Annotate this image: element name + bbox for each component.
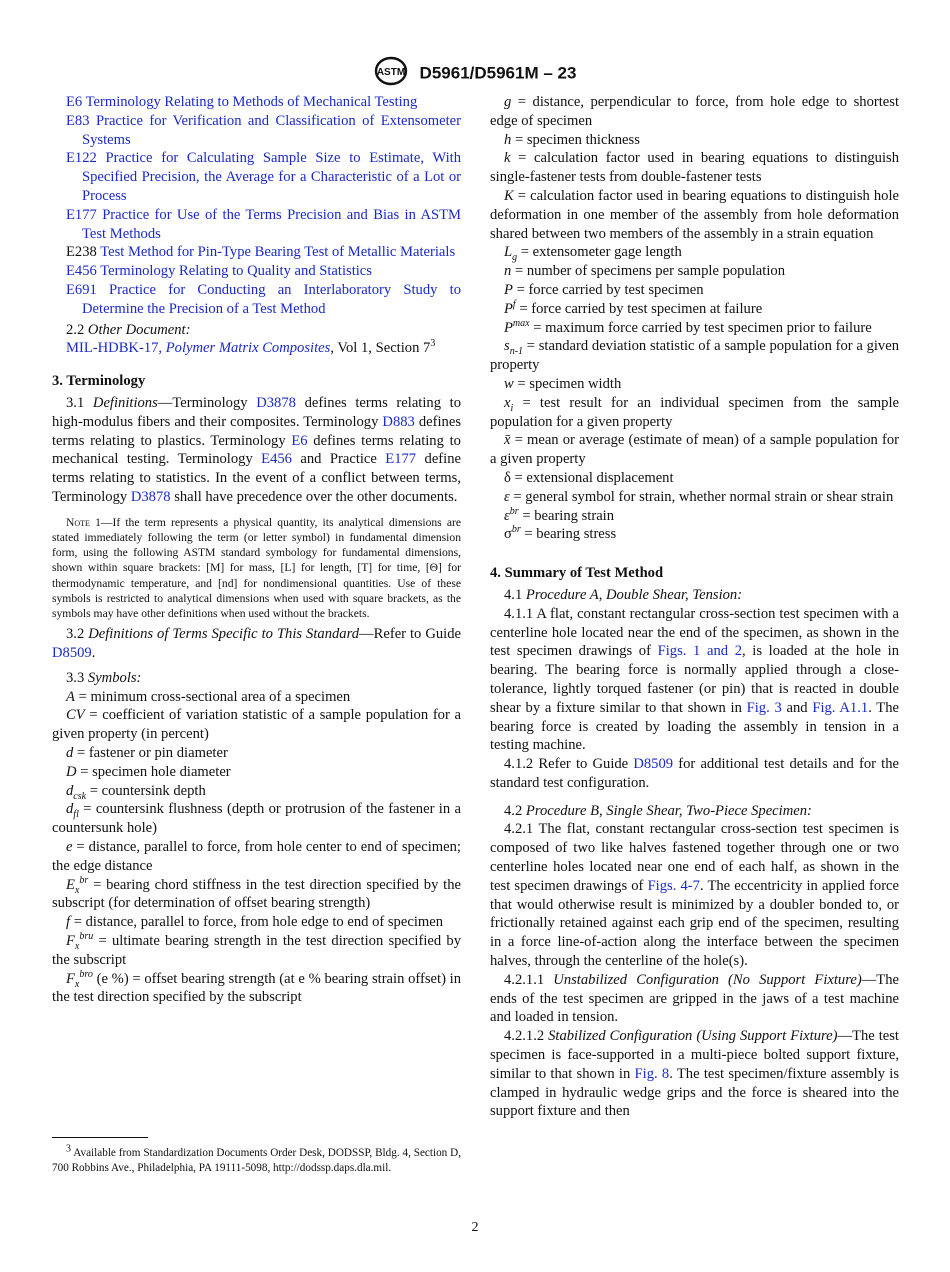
reference-title[interactable]: Terminology Relating to Methods of Mechanical Testing [85, 94, 418, 110]
symbol-definition: CV = coefficient of variation statistic of a sample population for a given property (in percent) [52, 707, 461, 743]
symbol-definition: $d_{fl}$ = countersink flushness (depth or protrusion of the fastener in a countersunk hole) [52, 801, 461, 837]
right-column [490, 93, 899, 1121]
reference-e177[interactable] [52, 206, 461, 244]
svg-text:ASTM: ASTM [376, 67, 405, 78]
figs-1-2-link[interactable]: Figs. 1 and 2 [657, 643, 743, 660]
symbol-definition: h = specimen thickness [504, 131, 640, 148]
e177-link[interactable]: E177 [385, 451, 417, 468]
symbol-definition: f = distance, parallel to force, from hole edge to end of specimen [66, 914, 443, 931]
reference-title[interactable]: Practice for Conducting an Interlaboratory Study to Determine the Precision of a Test Method [82, 281, 461, 317]
symbol-definition: $P^{max}$ = maximum force carried by test specimen prior to failure [504, 317, 872, 336]
symbol-definition: k = calculation factor used in bearing equations to distinguish single-fastener tests from double-fastener tests [490, 150, 899, 186]
reference-title[interactable]: Terminology Relating to Quality and Statistics [100, 263, 372, 280]
page-header [0, 56, 950, 91]
symbol-definition: δ = extensional displacement [504, 469, 674, 486]
section-4-heading: 4. Summary of Test Method [490, 565, 664, 582]
symbol-definition: $\sigma^{br}$ = bearing stress [504, 524, 617, 543]
fig-a1-1-link[interactable]: Fig. A1.1 [812, 699, 869, 716]
reference-code[interactable]: E177 [66, 206, 97, 223]
symbol-definition: $F_x^{bru}$ = ultimate bearing strength in the test direction specified by the subscript [52, 931, 461, 968]
reference-e456[interactable] [52, 262, 461, 281]
other-document-heading: 2.2 Other Document: [66, 321, 191, 338]
symbol-definition: $s_{n-1}$ = standard deviation statistic of a sample population for a given property [490, 338, 899, 374]
d8509-link-2[interactable]: D8509 [633, 756, 674, 773]
symbol-definition: $d_{csk}$ = countersink depth [66, 782, 206, 802]
symbol-definition: e = distance, parallel to force, from hole center to end of specimen; the edge distance [52, 838, 461, 874]
symbol-definition: $L_g$ = extensometer gage length [504, 244, 682, 264]
fig-3-link[interactable]: Fig. 3 [746, 699, 782, 716]
footnote-3: $^3$ Available from Standardization Documents Order Desk, DODSSP, Bldg. 4, Section D, 700 Robbins Ave., Philadelphia, PA 19111-5098, http://dodssp.daps.dla.mil. [52, 1143, 461, 1174]
symbol-definition: P = force carried by test specimen [504, 281, 704, 298]
note-1: Note 1—If the term represents a physical quantity, its analytical dimensions are stated immediately following the term (or letter symbol) in fundamental dimension form, using the following ASTM standard symbology for fundamental dimensions, shown within square brackets: [M] for mass, [L] for length, [T] for time, [Θ] for thermodynamic temperature, and [nd] for nondimensional quantities. Use of these symbols is restricted to analytical dimensions when used with square brackets, as the symbols may have other definitions when used without the brackets. [52, 515, 461, 620]
mil-hdbk-link[interactable]: MIL-HDBK-17, [66, 340, 163, 357]
reference-code[interactable]: E122 [66, 150, 97, 167]
symbol-definition: $F_x^{bro}$ (e %) = offset bearing strength (at e % bearing strain offset) in the test direction specified by the subscript [52, 968, 461, 1006]
reference-e122[interactable] [52, 149, 461, 205]
para-4-2-1: 4.2.1 The flat, constant rectangular cross-section test specimen is composed of two like halves fastened together through one or two centerline holes located near one end of each half, as shown in the test specimen drawings of Figs. 4-7. The eccentricity in applied force that would otherwise result is minimized by a doubler bonded to, or frictionally retained against each grip end of the specimen, resulting in a force line-of-action along the interface between the specimen halves, through the centerline of the hole(s). [490, 821, 900, 970]
para-3-1: 3.1 Definitions—Terminology D3878 defines terms relating to high-modulus fibers and their composites. Terminology D883 defines terms relating to plastics. Terminology E6 defines terms relating to mechanical testing. Terminology E456 and Practice E177 define terms relating to statistics. In the event of a conflict between terms, Terminology D3878 shall have precedence over the other documents. [52, 394, 461, 505]
para-3-2: 3.2 Definitions of Terms Specific to This Standard—Refer to Guide D8509. [52, 626, 461, 661]
para-4-1-1: 4.1.1 A flat, constant rectangular cross-section test specimen with a centerline hole located near the end of the specimen, as shown in the test specimen drawings of Figs. 1 and 2, is loaded at the hole in bearing. The bearing force is normally applied through a close-tolerance, lightly torqued fastener (or pin) that is reacted in double shear by a fixture similar to that shown in Fig. 3 and Fig. A1.1. The bearing force is created by loading the assembly in tension in a testing machine. [490, 605, 900, 754]
symbol-definition: $P^f$ = force carried by test specimen at failure [504, 298, 763, 317]
fig-8-link[interactable]: Fig. 8 [634, 1065, 670, 1082]
para-3-3: 3.3 Symbols: [66, 669, 142, 686]
reference-title[interactable]: Practice for Verification and Classification of Extensometer Systems [82, 112, 461, 148]
symbol-definition: K = calculation factor used in bearing equations to distinguish hole deformation in one member of the assembly from hole deformation shared between two members of the assembly in a strain equation [490, 187, 899, 242]
d3878-link[interactable]: D3878 [256, 394, 296, 411]
para-4-1-2: 4.1.2 Refer to Guide D8509 for additional test details and for the standard test configuration. [490, 756, 899, 791]
reference-list [52, 93, 461, 319]
reference-e83[interactable] [52, 112, 461, 150]
page-number: 2 [471, 1220, 479, 1235]
reference-code[interactable]: E6 [66, 94, 83, 110]
symbol-definition: ε = general symbol for strain, whether normal strain or shear strain [504, 488, 894, 505]
reference-code[interactable]: E456 [66, 263, 97, 280]
symbol-definition: d = fastener or pin diameter [66, 744, 228, 761]
reference-code[interactable]: E691 [66, 281, 97, 298]
para-4-1: 4.1 Procedure A, Double Shear, Tension: [504, 586, 743, 603]
e6-link[interactable]: E6 [291, 432, 308, 449]
d8509-link[interactable]: D8509 [52, 644, 92, 661]
reference-title[interactable]: Test Method for Pin-Type Bearing Test of Metallic Materials [100, 244, 456, 261]
d3878-link-2[interactable]: D3878 [130, 488, 171, 505]
para-4-2-1-2: 4.2.1.2 Stabilized Configuration (Using Support Fixture)—The test specimen is face-supported in a multi-piece bolted support fixture, similar to that shown in Fig. 8. The test specimen/fixture assembly is clamped in hydraulic wedge grips and the force is sheared into the support fixture and then [490, 1028, 899, 1120]
reference-e691[interactable] [52, 281, 461, 319]
symbol-definition: A = minimum cross-sectional area of a specimen [66, 688, 351, 705]
para-4-2-1-1: 4.2.1.1 Unstabilized Configuration (No Support Fixture)—The ends of the test specimen are gripped in the jaws of a test machine and loaded in tension. [490, 971, 899, 1026]
reference-e6[interactable] [52, 93, 461, 112]
symbol-definition: $E_x^{br}$ = bearing chord stiffness in the test direction specified by the subscript (for determination of offset bearing strength) [52, 874, 461, 912]
para-4-2: 4.2 Procedure B, Single Shear, Two-Piece Specimen: [504, 802, 812, 819]
symbol-definition: $x_i$ = test result for an individual specimen from the sample population for a given property [490, 394, 899, 430]
reference-title[interactable]: Practice for Calculating Sample Size to Estimate, With Specified Precision, the Average for a Characteristic of a Lot or Process [82, 150, 461, 204]
footnote-rule [52, 1137, 148, 1138]
designation: D5961/D5961M – 23 [419, 63, 577, 83]
symbol-definition: D = specimen hole diameter [66, 763, 231, 780]
reference-title[interactable]: Practice for Use of the Terms Precision and Bias in ASTM Test Methods [82, 206, 461, 242]
left-column [52, 93, 461, 1007]
reference-code: E238 [66, 244, 97, 261]
symbol-definition: g = distance, perpendicular to force, from hole edge to shortest edge of specimen [490, 94, 899, 129]
symbol-list-right [490, 93, 899, 544]
reference-code[interactable]: E83 [66, 112, 90, 129]
symbol-definition: n = number of specimens per sample population [504, 263, 785, 280]
symbol-definition: $\varepsilon^{br}$ = bearing strain [504, 505, 615, 524]
d883-link[interactable]: D883 [382, 413, 415, 430]
symbol-list-left [52, 688, 461, 1008]
figs-4-7-link[interactable]: Figs. 4-7 [647, 877, 700, 894]
reference-e238[interactable] [52, 243, 461, 262]
e456-link[interactable]: E456 [261, 451, 292, 468]
section-3-heading: 3. Terminology [52, 373, 146, 390]
astm-logo-icon [374, 56, 408, 91]
symbol-definition: w = specimen width [504, 375, 622, 392]
symbol-definition: x̄ = mean or average (estimate of mean) of a sample population for a given property [490, 432, 899, 468]
mil-hdbk-reference[interactable]: MIL-HDBK-17, Polymer Matrix Composites, Vol 1, Section $7^3$ [66, 338, 436, 357]
